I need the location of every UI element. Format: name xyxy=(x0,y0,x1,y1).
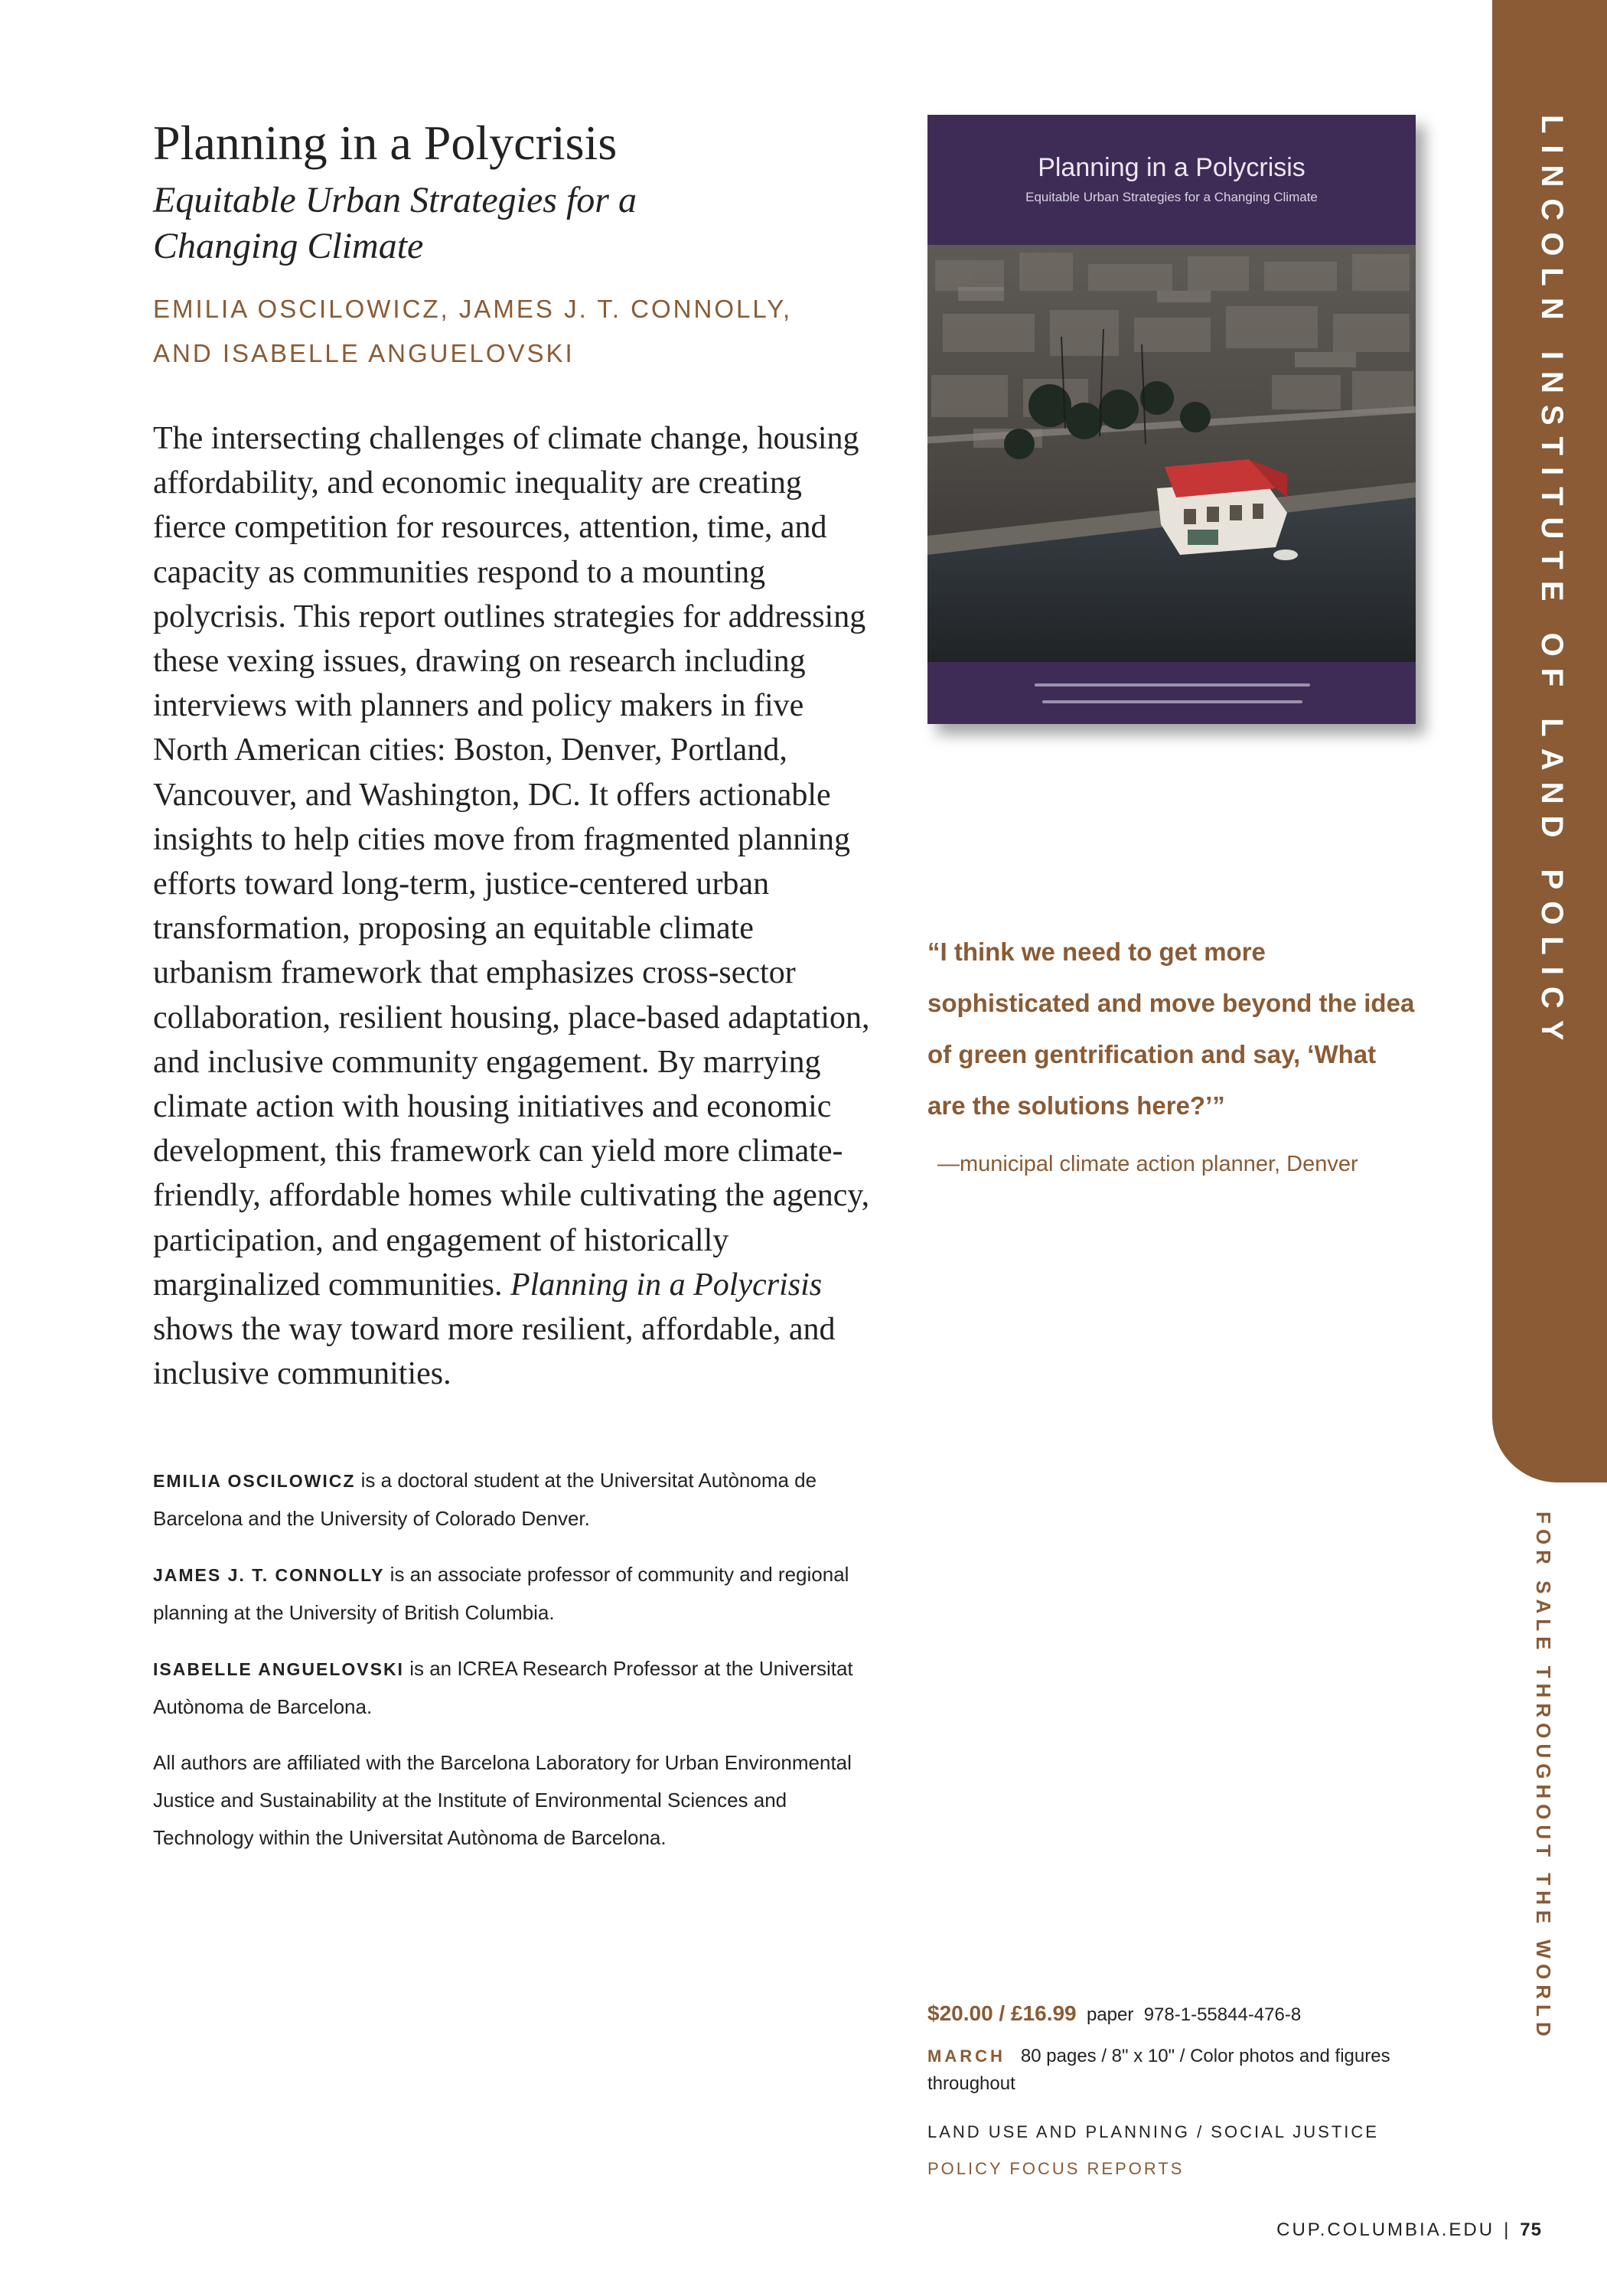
quote-attribution: —municipal climate action planner, Denver xyxy=(937,1152,1358,1176)
authors-line: EMILIA OSCILOWICZ, JAMES J. T. CONNOLLY, xyxy=(153,295,793,323)
cover-photo xyxy=(927,245,1416,662)
book-cover-image xyxy=(927,115,1416,724)
book-format: paper xyxy=(1086,2004,1134,2025)
pull-quote: “I think we need to get more sophisticated and move beyond the idea of green gentrification and say, ‘What are the solutions here?’” xyxy=(927,938,1415,1120)
book-price: $20.00 / £16.99 xyxy=(927,2001,1077,2025)
release-month: MARCH xyxy=(927,2047,1006,2066)
authors-line: AND ISABELLE ANGUELOVSKI xyxy=(153,339,575,367)
author-bios xyxy=(153,1462,857,1875)
bio-text: is an associate professor of community and regional planning at the University of British Columbia. xyxy=(153,1563,849,1624)
publisher-name: LINCOLN INSTITUTE OF LAND POLICY xyxy=(1535,115,1569,1052)
author-affiliation: All authors are affiliated with the Barcelona Laboratory for Urban Environmental Justice and Sustainability at the Institute of Environmental Sciences and Technology within the Universitat Autònoma de Barcelona. xyxy=(153,1751,852,1849)
cover-footer xyxy=(927,662,1416,724)
author-bio xyxy=(153,1650,857,1726)
book-subjects: LAND USE AND PLANNING / SOCIAL JUSTICE xyxy=(927,2122,1379,2141)
author-bio xyxy=(153,1556,857,1632)
cover-subtitle: Equitable Urban Strategies for a Changing Climate xyxy=(1025,190,1318,204)
book-isbn: 978-1-55844-476-8 xyxy=(1143,2004,1302,2025)
author-bio xyxy=(153,1462,857,1538)
sale-note: FOR SALE THROUGHOUT THE WORLD xyxy=(1532,1512,1555,2042)
page-number: 75 xyxy=(1520,2219,1542,2240)
book-subtitle: Equitable Urban Strategies for a Changing Climate xyxy=(153,180,637,266)
cover-title: Planning in a Polycrisis xyxy=(1038,153,1305,182)
page-footer xyxy=(1071,2219,1542,2241)
bio-name: JAMES J. T. CONNOLLY xyxy=(153,1565,385,1585)
cover-authors-line xyxy=(1035,683,1310,687)
bio-name: EMILIA OSCILOWICZ xyxy=(153,1471,356,1491)
description-title-ref: Planning in a Polycrisis xyxy=(510,1267,823,1303)
cover-publisher-line xyxy=(1042,700,1302,703)
book-series: POLICY FOCUS REPORTS xyxy=(927,2159,1185,2178)
website-link[interactable]: CUP.COLUMBIA.EDU xyxy=(1276,2219,1495,2240)
book-details xyxy=(927,2001,1417,2179)
price-line xyxy=(927,2001,1417,2026)
book-description xyxy=(153,416,872,1396)
release-line xyxy=(927,2043,1417,2098)
bio-text: is an ICREA Research Professor at the Universitat Autònoma de Barcelona. xyxy=(153,1657,853,1718)
bio-text: is a doctoral student at the Universitat Autònoma de Barcelona and the University of Colorado Denver. xyxy=(153,1469,817,1530)
description-text: The intersecting challenges of climate change, housing affordability, and economic inequality are creating fierce competition for resources, attention, time, and capacity as communities respond to a mounting polycrisis. This report outlines strategies for addressing these vexing issues, drawing on research including interviews with planners and policy makers in five North American cities: Boston, Denver, Portland, Vancouver, and Washington, DC. It offers actionable insights to help cities move from fragmented planning efforts toward long-term, justice-centered urban transformation, proposing an equitable climate urbanism framework that emphasizes cross-sector collaboration, resilient housing, place-based adaptation, and inclusive community engagement. By marrying climate action with housing initiatives and economic development, this framework can yield more climate-friendly, affordable homes while cultivating the agency, participation, and engagement of historically marginalized communities. xyxy=(153,421,870,1303)
cover-header xyxy=(927,115,1416,245)
description-closing: shows the way toward more resilient, affordable, and inclusive communities. xyxy=(153,1312,836,1392)
book-title: Planning in a Polycrisis xyxy=(153,116,618,170)
footer-separator: | xyxy=(1504,2219,1511,2240)
book-authors xyxy=(153,287,888,376)
bio-name: ISABELLE ANGUELOVSKI xyxy=(153,1659,404,1679)
book-specs: 80 pages / 8" x 10" / Color photos and figures throughout xyxy=(927,2046,1390,2094)
